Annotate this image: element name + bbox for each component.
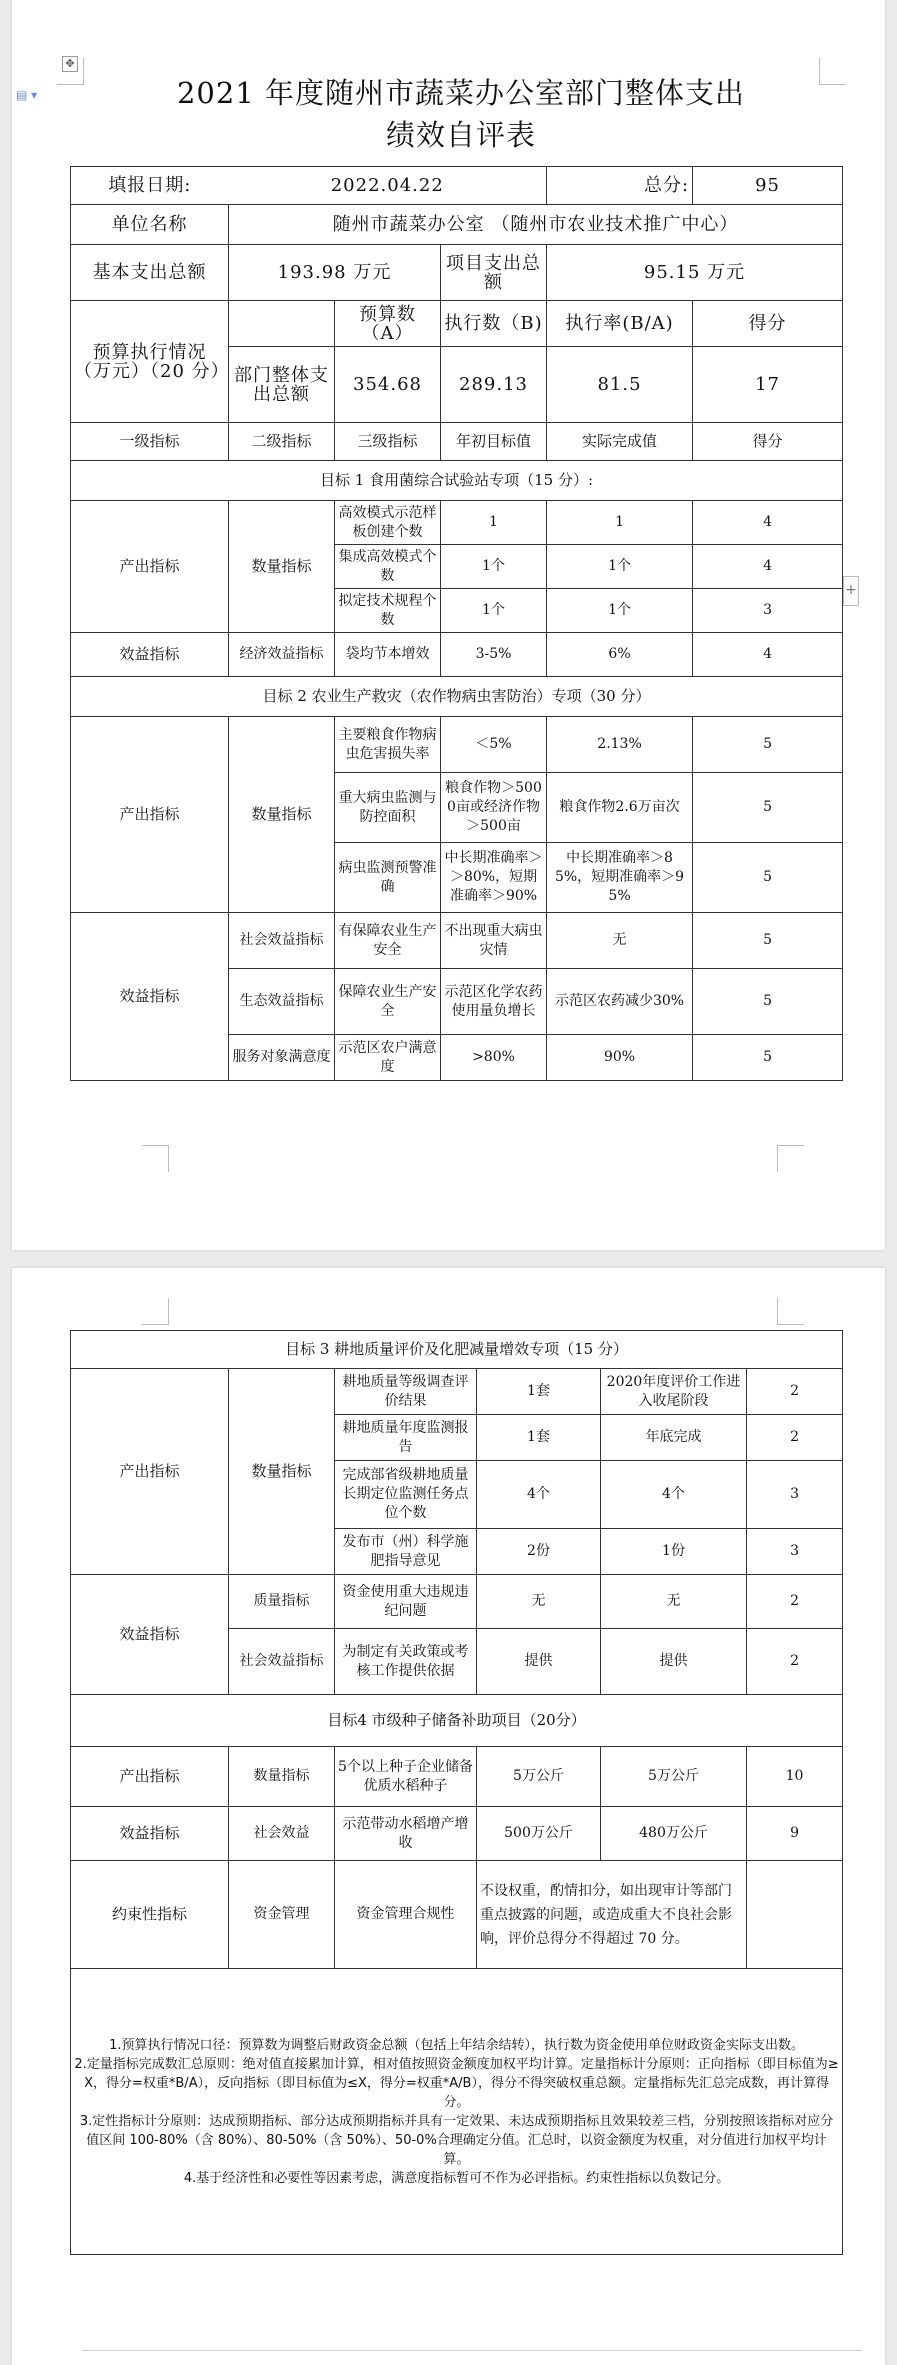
goal-2-qty-label: 数量指标 [229, 717, 335, 913]
note-1: 1.预算执行情况口径：预算数为调整后财政资金总额（包括上年结余结转），执行数为资金使用单位财政资金实际支出数。 [109, 2037, 804, 2053]
goal-2-title: 目标 2 农业生产救灾（农作物病虫害防治）专项（30 分） [71, 677, 843, 717]
title-line-1: 2021 年度随州市蔬菜办公室部门整体支出 [176, 76, 746, 110]
indicator-actual: 480万公斤 [601, 1807, 747, 1861]
goal-1-qty-label: 数量指标 [229, 501, 335, 633]
basic-expense-row [71, 245, 843, 301]
benefit-l2: 质量指标 [229, 1575, 335, 1629]
goal-4-l1: 效益指标 [71, 1807, 229, 1861]
goal-4-title: 目标4 市级种子储备补助项目（20分） [71, 1695, 843, 1747]
indicator-header-actual: 实际完成值 [547, 423, 693, 461]
table-row [71, 1747, 843, 1807]
title-line-2: 绩效自评表 [385, 118, 536, 152]
indicator-header-l1: 一级指标 [71, 423, 229, 461]
indicator-score: 9 [747, 1807, 843, 1861]
indicator-name: 集成高效模式个数 [335, 545, 441, 589]
budget-value-rate: 81.5 [547, 347, 693, 423]
goal-4-l1: 产出指标 [71, 1747, 229, 1807]
budget-label: 预算执行情况（万元）（20 分） [71, 301, 229, 423]
indicator-target: >80% [441, 1035, 547, 1081]
document-icon[interactable]: ▤ ▾ [16, 88, 38, 102]
indicator-score: 5 [693, 717, 843, 773]
benefit-l2: 服务对象满意度 [229, 1035, 335, 1081]
indicator-name: 为制定有关政策或考核工作提供依据 [335, 1629, 477, 1695]
notes-row [71, 1969, 843, 2255]
indicator-header-l3: 三级指标 [335, 423, 441, 461]
indicator-score: 5 [693, 1035, 843, 1081]
indicator-actual: 年底完成 [601, 1415, 747, 1461]
budget-value-b: 289.13 [441, 347, 547, 423]
indicator-actual: 2.13% [547, 717, 693, 773]
indicator-score: 2 [747, 1575, 843, 1629]
table-row [71, 501, 843, 545]
goal-4-l2: 社会效益 [229, 1807, 335, 1861]
budget-value-a: 354.68 [335, 347, 441, 423]
indicator-score: 4 [693, 501, 843, 545]
budget-row-label: 部门整体支出总额 [229, 347, 335, 423]
goal-2-title-row [71, 677, 843, 717]
indicator-target: 1个 [441, 545, 547, 589]
indicator-actual: 粮食作物2.6万亩次 [547, 773, 693, 843]
constraint-row [71, 1861, 843, 1969]
goal-3-output-label: 产出指标 [71, 1369, 229, 1575]
indicator-target: 1套 [477, 1415, 601, 1461]
budget-header-score: 得分 [693, 301, 843, 347]
benefit-l2: 生态效益指标 [229, 969, 335, 1035]
crop-mark [777, 1145, 804, 1172]
indicator-score: 5 [693, 913, 843, 969]
benefit-l2: 社会效益指标 [229, 913, 335, 969]
indicator-target: 中长期准确率＞＞80%，短期准确率＞90% [441, 843, 547, 913]
indicator-name: 发布市（州）科学施肥指导意见 [335, 1529, 477, 1575]
budget-header-rate: 执行率(B/A) [547, 301, 693, 347]
indicator-target: 粮食作物＞5000亩或经济作物＞500亩 [441, 773, 547, 843]
indicator-actual: 无 [547, 913, 693, 969]
report-date-value: 2022.04.22 [229, 167, 547, 205]
note-3: 3.定性指标计分原则：达成预期指标、部分达成预期指标并具有一定效果、未达成预期指标且效果较差三档，分别按照该指标对应分值区间 100-80%（含 80%）、80-50%（含 50%）、50-0%合理确定分值。汇总时，以资金额度为权重，对分值进行加权平均计算。 [79, 2113, 834, 2167]
indicator-actual: 1 [547, 501, 693, 545]
unit-label: 单位名称 [71, 205, 229, 245]
indicator-target: 无 [477, 1575, 601, 1629]
indicator-actual: 90% [547, 1035, 693, 1081]
constraint-desc: 不设权重，酌情扣分，如出现审计等部门重点披露的问题，或造成重大不良社会影响，评价总得分不得超过 70 分。 [477, 1861, 747, 1969]
constraint-l2: 资金管理 [229, 1861, 335, 1969]
evaluation-table-page-1 [70, 166, 843, 1081]
unit-value: 随州市蔬菜办公室 （随州市农业技术推广中心） [229, 205, 843, 245]
goal-3-benefit-label: 效益指标 [71, 1575, 229, 1695]
indicator-score: 3 [693, 589, 843, 633]
report-row [71, 167, 843, 205]
indicator-name: 资金使用重大违规违纪问题 [335, 1575, 477, 1629]
indicator-score: 2 [747, 1415, 843, 1461]
note-4: 4.基于经济性和必要性等因素考虑，满意度指标暂可不作为必评指标。约束性指标以负数记分。 [183, 2170, 730, 2186]
goal-4-l2: 数量指标 [229, 1747, 335, 1807]
indicator-name: 有保障农业生产安全 [335, 913, 441, 969]
indicator-target: 500万公斤 [477, 1807, 601, 1861]
indicator-name: 5个以上种子企业储备优质水稻种子 [335, 1747, 477, 1807]
indicator-score: 2 [747, 1629, 843, 1695]
indicator-actual: 5万公斤 [601, 1747, 747, 1807]
table-row [71, 1807, 843, 1861]
indicator-header-score: 得分 [693, 423, 843, 461]
indicator-name: 重大病虫监测与防控面积 [335, 773, 441, 843]
crop-mark [142, 1145, 169, 1172]
indicator-actual: 2020年度评价工作进入收尾阶段 [601, 1369, 747, 1415]
indicator-score: 4 [693, 633, 843, 677]
table-row [71, 717, 843, 773]
add-column-button[interactable]: + [843, 576, 859, 606]
indicator-actual: 4个 [601, 1461, 747, 1529]
indicator-header-row [71, 423, 843, 461]
goal-4-title-row [71, 1695, 843, 1747]
indicator-target: 示范区化学农药使用量负增长 [441, 969, 547, 1035]
indicator-score: 2 [747, 1369, 843, 1415]
indicator-target: 1套 [477, 1369, 601, 1415]
indicator-name: 主要粮食作物病虫危害损失率 [335, 717, 441, 773]
goal-2-benefit-label: 效益指标 [71, 913, 229, 1081]
indicator-score: 5 [693, 773, 843, 843]
document-title [80, 72, 842, 156]
table-row [71, 633, 843, 677]
indicator-score: 3 [747, 1529, 843, 1575]
budget-header-a: 预算数（A） [335, 301, 441, 347]
table-row [71, 1575, 843, 1629]
indicator-score: 3 [747, 1461, 843, 1529]
indicator-target: 1个 [441, 589, 547, 633]
indicator-actual: 提供 [601, 1629, 747, 1695]
indicator-actual: 1份 [601, 1529, 747, 1575]
indicator-target: 5万公斤 [477, 1747, 601, 1807]
page-footer-line [82, 2350, 862, 2365]
budget-blank-cell [229, 301, 335, 347]
indicator-score: 4 [693, 545, 843, 589]
unit-row [71, 205, 843, 245]
goal-1-title-row [71, 461, 843, 501]
indicator-actual: 6% [547, 633, 693, 677]
budget-header-row [71, 301, 843, 347]
goal-1-benefit-l2: 经济效益指标 [229, 633, 335, 677]
indicator-target: 2份 [477, 1529, 601, 1575]
indicator-name: 耕地质量等级调查评价结果 [335, 1369, 477, 1415]
goal-3-qty-label: 数量指标 [229, 1369, 335, 1575]
table-move-handle-icon[interactable]: ✥ [62, 56, 78, 72]
goal-2-output-label: 产出指标 [71, 717, 229, 913]
indicator-target: 1 [441, 501, 547, 545]
budget-value-score: 17 [693, 347, 843, 423]
crop-mark [142, 1298, 169, 1325]
constraint-l1: 约束性指标 [71, 1861, 229, 1969]
goal-1-benefit-label: 效益指标 [71, 633, 229, 677]
crop-mark [777, 1298, 804, 1325]
indicator-name: 示范区农户满意度 [335, 1035, 441, 1081]
total-score-label: 总分: [547, 167, 693, 205]
benefit-l2: 社会效益指标 [229, 1629, 335, 1695]
indicator-name: 病虫监测预警准确 [335, 843, 441, 913]
indicator-target: 不出现重大病虫灾情 [441, 913, 547, 969]
indicator-actual: 示范区农药减少30% [547, 969, 693, 1035]
indicator-name: 耕地质量年度监测报告 [335, 1415, 477, 1461]
goal-3-title-row [71, 1331, 843, 1369]
report-date-label: 填报日期: [71, 167, 229, 205]
indicator-name: 完成部省级耕地质量长期定位监测任务点位个数 [335, 1461, 477, 1529]
notes-cell [71, 1969, 843, 2255]
indicator-header-target: 年初目标值 [441, 423, 547, 461]
indicator-score: 5 [693, 969, 843, 1035]
indicator-header-l2: 二级指标 [229, 423, 335, 461]
note-2: 2.定量指标完成数汇总原则：绝对值直接累加计算，相对值按照资金额度加权平均计算。定量指标计分原则：正向指标（即目标值为≥X，得分=权重*B/A），反向指标（即目标值为≤X，得分=权重*A/B），得分不得突破权重总额。定量指标先汇总完成数，再计算得分。 [74, 2056, 839, 2110]
indicator-score: 5 [693, 843, 843, 913]
indicator-score: 10 [747, 1747, 843, 1807]
indicator-target: ＜5% [441, 717, 547, 773]
indicator-actual: 1个 [547, 589, 693, 633]
total-score-value: 95 [693, 167, 843, 205]
basic-expense-label: 基本支出总额 [71, 245, 229, 301]
constraint-score [747, 1861, 843, 1969]
budget-header-b: 执行数（B) [441, 301, 547, 347]
indicator-name: 高效模式示范样板创建个数 [335, 501, 441, 545]
goal-3-title: 目标 3 耕地质量评价及化肥减量增效专项（15 分） [71, 1331, 843, 1369]
evaluation-table-page-2 [70, 1330, 843, 2255]
indicator-name: 示范带动水稻增产增收 [335, 1807, 477, 1861]
indicator-target: 4个 [477, 1461, 601, 1529]
basic-expense-value: 193.98 万元 [229, 245, 441, 301]
project-expense-label: 项目支出总额 [441, 245, 547, 301]
indicator-target: 3-5% [441, 633, 547, 677]
indicator-target: 提供 [477, 1629, 601, 1695]
goal-1-output-label: 产出指标 [71, 501, 229, 633]
table-row [71, 1369, 843, 1415]
indicator-name: 拟定技术规程个数 [335, 589, 441, 633]
indicator-name: 袋均节本增效 [335, 633, 441, 677]
indicator-actual: 中长期准确率＞85%，短期准确率＞95% [547, 843, 693, 913]
project-expense-value: 95.15 万元 [547, 245, 843, 301]
table-row [71, 913, 843, 969]
indicator-actual: 无 [601, 1575, 747, 1629]
goal-1-title: 目标 1 食用菌综合试验站专项（15 分）: [71, 461, 843, 501]
indicator-name: 保障农业生产安全 [335, 969, 441, 1035]
indicator-actual: 1个 [547, 545, 693, 589]
constraint-name: 资金管理合规性 [335, 1861, 477, 1969]
